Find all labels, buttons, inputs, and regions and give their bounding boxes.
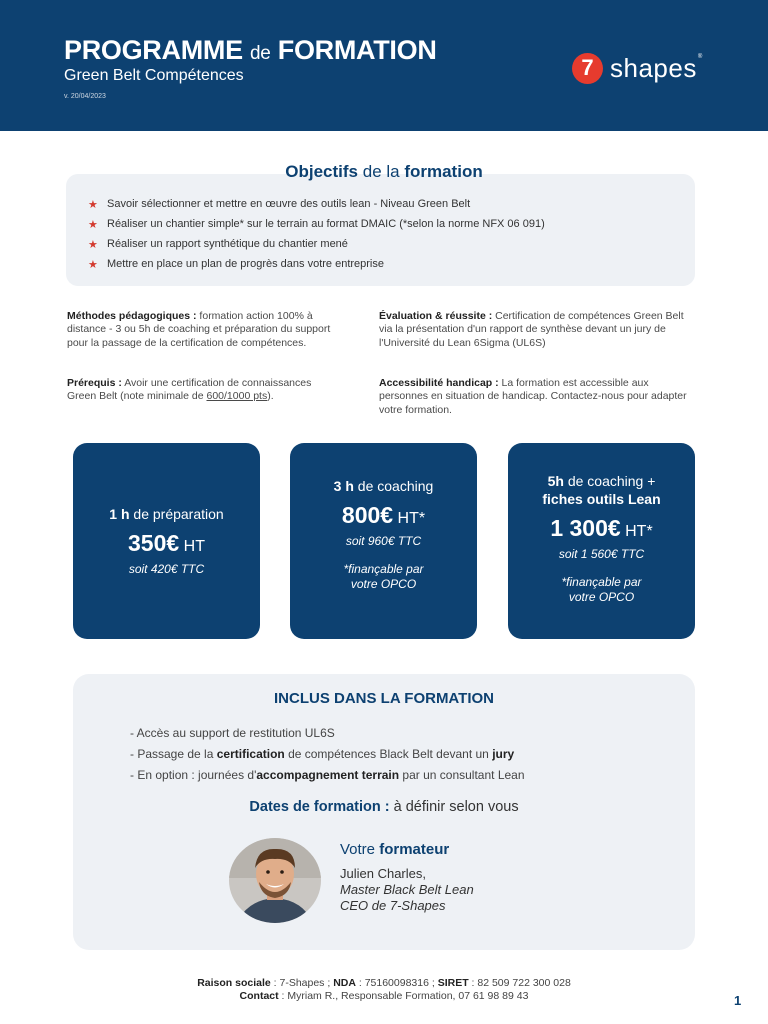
star-icon: ★ bbox=[88, 238, 98, 251]
accessibility-block: Accessibilité handicap : La formation est accessible aux personnes en situation de handicap. Contactez-nous pour adapter votre formation. bbox=[379, 377, 687, 416]
star-icon: ★ bbox=[88, 258, 98, 271]
document-subtitle: Green Belt Compétences bbox=[64, 67, 244, 84]
offer-price-ttc: soit 960€ TTC bbox=[345, 534, 422, 548]
trainer-role: Master Black Belt Lean bbox=[340, 882, 474, 897]
list-item: - Passage de la certification de compétences Black Belt devant un jury bbox=[130, 747, 515, 761]
offer-label: 1 h de préparation bbox=[109, 506, 224, 522]
trainer-block bbox=[340, 841, 474, 914]
offer-price: 800€ HT* bbox=[341, 502, 426, 528]
trainer-avatar bbox=[229, 838, 321, 923]
offer-label: 3 h de coaching bbox=[333, 478, 434, 494]
trainer-photo bbox=[229, 838, 321, 923]
objectives-heading: Objectifs de la formation bbox=[285, 162, 483, 181]
trainer-role: CEO de 7-Shapes bbox=[340, 898, 446, 913]
header-banner bbox=[0, 0, 768, 131]
star-icon: ★ bbox=[88, 218, 98, 231]
logo-registered-mark: ® bbox=[697, 54, 703, 60]
trainer-heading: Votre formateur bbox=[340, 841, 450, 858]
footer-contact: Contact : Myriam R., Responsable Formation, 07 61 98 89 43 bbox=[239, 990, 529, 1002]
evaluation-block: Évaluation & réussite : Certification de compétences Green Belt via la présentation d'un rapport de synthèse devant un jury de l'Université du Lean 6Sigma (UL6S) bbox=[379, 310, 684, 349]
document-title: PROGRAMME de FORMATION bbox=[64, 35, 437, 65]
offer-price: 1 300€ HT* bbox=[550, 515, 653, 541]
offer-label-line2: fiches outils Lean bbox=[542, 491, 661, 507]
offer-card-1h bbox=[73, 443, 260, 639]
offer-price: 350€ HT bbox=[128, 530, 205, 556]
trainer-name: Julien Charles, bbox=[340, 866, 426, 881]
included-heading: INCLUS DANS LA FORMATION bbox=[274, 690, 494, 707]
list-item: - En option : journées d'accompagnement terrain par un consultant Lean bbox=[130, 768, 525, 782]
footer-legal bbox=[0, 977, 768, 1003]
offer-label: 5h de coaching + bbox=[547, 473, 656, 489]
methods-block: Méthodes pédagogiques : formation action 100% à distance - 3 ou 5h de coaching et préparation du support pour la passage de la certification de compétences. bbox=[67, 310, 331, 349]
objectives-panel bbox=[66, 174, 695, 286]
company-logo bbox=[572, 52, 702, 84]
objective-item: ★ Mettre en place un plan de progrès dans votre entreprise bbox=[88, 258, 384, 271]
objective-item: ★ Réaliser un rapport synthétique du chantier mené bbox=[88, 238, 348, 251]
star-icon: ★ bbox=[88, 198, 98, 211]
footer-company-info: Raison sociale : 7-Shapes ; NDA : 75160098316 ; SIRET : 82 509 722 300 028 bbox=[197, 977, 571, 989]
objective-item: ★ Réaliser un chantier simple* sur le terrain au format DMAIC (*selon la norme NFX 06 091) bbox=[88, 218, 545, 231]
version-date: v. 20/04/2023 bbox=[64, 93, 106, 100]
offer-price-ttc: soit 1 560€ TTC bbox=[558, 547, 645, 561]
opco-note: *finançable par votre OPCO bbox=[343, 562, 424, 591]
offer-card-5h bbox=[508, 443, 695, 639]
training-dates: Dates de formation : à définir selon vous bbox=[249, 799, 519, 815]
list-item: - Accès au support de restitution UL6S bbox=[130, 726, 335, 740]
logo-circle: 7 bbox=[572, 53, 603, 84]
objective-item: ★ Savoir sélectionner et mettre en œuvre des outils lean - Niveau Green Belt bbox=[88, 198, 471, 211]
prerequisites-block: Prérequis : Avoir une certification de connaissances Green Belt (note minimale de 600/1000 pts). bbox=[67, 377, 312, 403]
opco-note: *finançable par votre OPCO bbox=[561, 575, 642, 604]
page-number: 1 bbox=[734, 993, 742, 1008]
offer-price-ttc: soit 420€ TTC bbox=[128, 562, 205, 576]
included-list bbox=[130, 723, 525, 786]
offer-card-3h bbox=[290, 443, 477, 639]
logo-wordmark: shapes bbox=[610, 53, 697, 83]
